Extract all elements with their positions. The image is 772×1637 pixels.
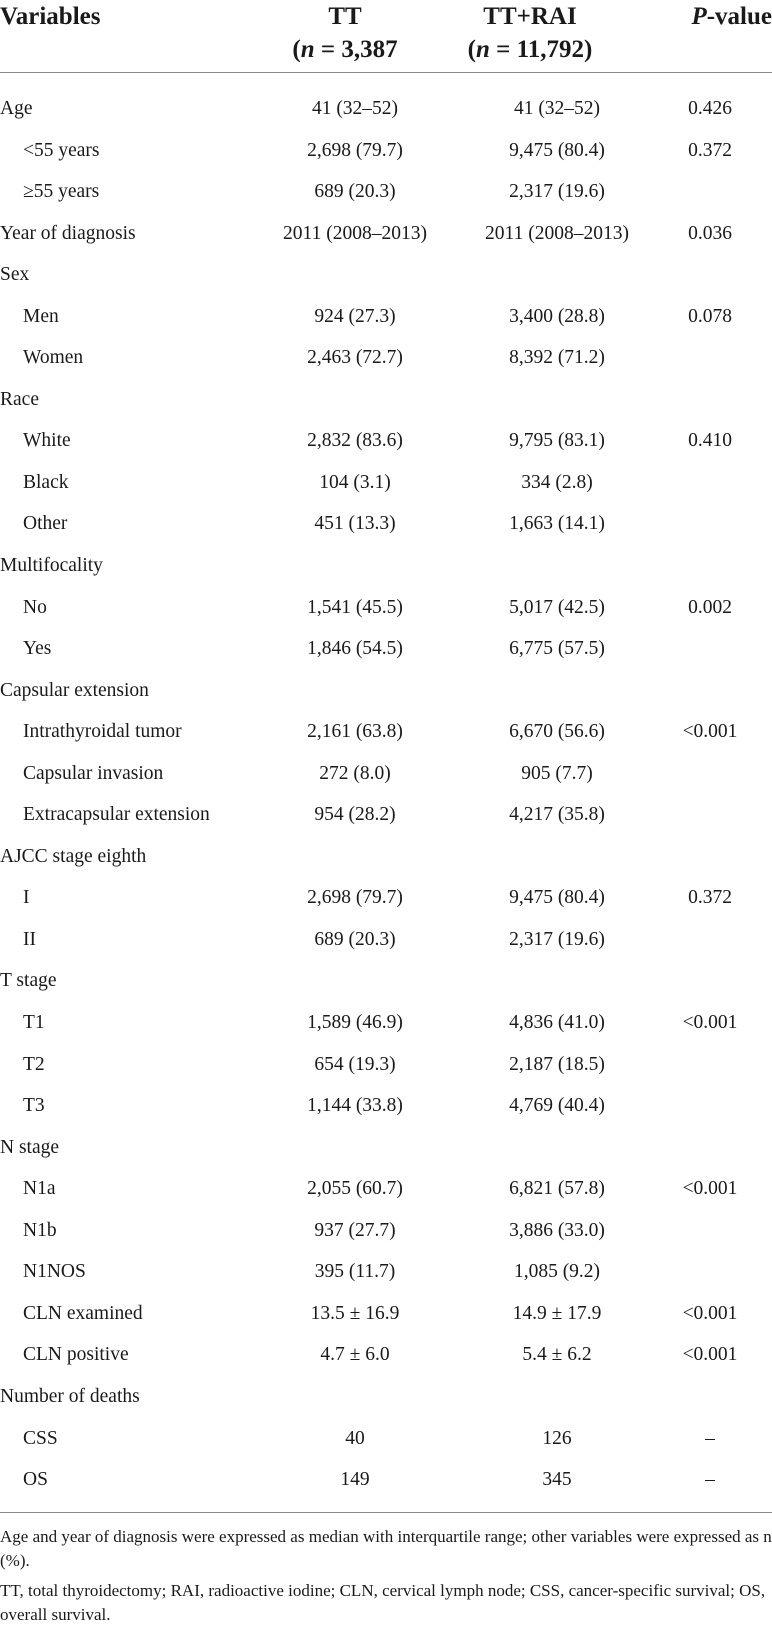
header-p-value: [645, 0, 772, 33]
row-label: Yes: [23, 638, 52, 660]
row-p-value: 0.372: [688, 139, 732, 161]
row-rai-value: 6,775 (57.5): [509, 638, 605, 660]
row-rai-value: 334 (2.8): [521, 471, 593, 493]
row-rai-value: 9,475 (80.4): [509, 887, 605, 909]
row-rai-value: 126: [542, 1427, 572, 1449]
row-tt-value: 689 (20.3): [314, 928, 396, 950]
row-label: Multifocality: [0, 555, 103, 577]
row-label: Extracapsular extension: [23, 804, 210, 826]
row-tt-value: 2,055 (60.7): [307, 1178, 403, 1200]
table-row: [0, 587, 772, 629]
table-row: [0, 1168, 772, 1210]
row-rai-value: 9,475 (80.4): [509, 139, 605, 161]
row-rai-value: 1,663 (14.1): [509, 513, 605, 535]
row-p-value: 0.410: [688, 430, 732, 452]
row-label: Sex: [0, 264, 30, 286]
row-p-value: <0.001: [682, 1302, 738, 1324]
row-tt-value: 1,589 (46.9): [307, 1012, 403, 1034]
row-p-value: <0.001: [682, 1178, 738, 1200]
row-rai-value: 1,085 (9.2): [513, 1261, 601, 1283]
row-label: OS: [23, 1469, 48, 1491]
row-label: Black: [23, 471, 69, 493]
table-row: [0, 753, 772, 795]
row-label: Number of deaths: [0, 1385, 140, 1407]
table-row: [0, 88, 772, 130]
header-rai: [445, 0, 615, 66]
row-tt-value: 2011 (2008–2013): [283, 222, 427, 244]
row-tt-value: 1,144 (33.8): [307, 1095, 403, 1117]
row-tt-value: 2,463 (72.7): [307, 347, 403, 369]
table-row: [0, 1418, 772, 1460]
row-label: I: [23, 887, 30, 909]
row-tt-value: 2,698 (79.7): [307, 139, 403, 161]
row-tt-value: 40: [345, 1427, 365, 1449]
table-row: [0, 503, 772, 545]
footnote-2: TT, total thyroidectomy; RAI, radioactive iodine; CLN, cervical lymph node; CSS, cancer-specific survival; OS, overall survival.: [0, 1581, 766, 1624]
row-label: Year of diagnosis: [0, 222, 136, 244]
row-label: AJCC stage eighth: [0, 845, 147, 867]
table-row: [0, 877, 772, 919]
row-tt-value: 2,832 (83.6): [307, 430, 403, 452]
row-rai-value: 4,836 (41.0): [509, 1012, 605, 1034]
row-label: Men: [23, 305, 59, 327]
header-tt-n: (n = 3,387: [292, 36, 398, 63]
table-body: [0, 88, 772, 1501]
row-tt-value: 937 (27.7): [314, 1219, 396, 1241]
row-p-value: –: [705, 1427, 715, 1449]
row-p-value: <0.001: [682, 721, 738, 743]
row-rai-value: 14.9 ± 17.9: [512, 1302, 602, 1324]
row-tt-value: 1,846 (54.5): [307, 638, 403, 660]
table-row: [0, 1044, 772, 1086]
row-tt-value: 41 (32–52): [311, 98, 399, 119]
row-label: Capsular invasion: [23, 762, 164, 784]
row-tt-value: 4.7 ± 6.0: [320, 1344, 390, 1366]
row-label: Intrathyroidal tumor: [23, 721, 182, 743]
row-rai-value: 2,317 (19.6): [509, 181, 605, 203]
row-tt-value: 272 (8.0): [319, 762, 391, 784]
row-tt-value: 954 (28.2): [314, 804, 396, 826]
row-label: T2: [23, 1053, 45, 1075]
table-row: [0, 462, 772, 504]
row-rai-value: 9,795 (83.1): [509, 430, 605, 452]
row-tt-value: 924 (27.3): [314, 305, 396, 327]
row-rai-value: 3,400 (28.8): [509, 305, 605, 327]
row-label: N1NOS: [23, 1261, 86, 1283]
row-rai-value: 2011 (2008–2013): [485, 222, 629, 244]
table-row: [0, 670, 772, 712]
header-tt-name: TT: [328, 3, 362, 30]
row-label: T stage: [0, 970, 57, 992]
table-row: [0, 1085, 772, 1127]
row-label: Race: [0, 388, 39, 410]
table-row: [0, 1459, 772, 1501]
row-label: T3: [23, 1095, 45, 1117]
table-row: [0, 254, 772, 296]
row-p-value: –: [705, 1469, 715, 1491]
row-rai-value: 3,886 (33.0): [509, 1219, 605, 1241]
row-label: CSS: [23, 1427, 58, 1449]
table-row: [0, 213, 772, 255]
row-tt-value: 149: [340, 1469, 370, 1491]
table-row: [0, 794, 772, 836]
row-rai-value: 8,392 (71.2): [509, 347, 605, 369]
row-rai-value: 5.4 ± 6.2: [522, 1344, 592, 1366]
table-row: [0, 1002, 772, 1044]
row-label: II: [23, 928, 36, 950]
row-p-value: 0.002: [688, 596, 732, 618]
row-tt-value: 395 (11.7): [314, 1261, 396, 1283]
table-row: [0, 171, 772, 213]
footnote-1: Age and year of diagnosis were expressed as median with interquartile range; other variables were expressed as n (%).: [0, 1527, 772, 1570]
table-row: [0, 1293, 772, 1335]
table-row: [0, 420, 772, 462]
table-row: [0, 130, 772, 172]
row-p-value: 0.426: [688, 98, 732, 119]
table-row: [0, 337, 772, 379]
row-rai-value: 5,017 (42.5): [509, 596, 605, 618]
header-rai-n: (n = 11,792): [467, 36, 593, 63]
row-rai-value: 4,217 (35.8): [509, 804, 605, 826]
table-row: [0, 1127, 772, 1169]
row-p-value: <0.001: [682, 1012, 738, 1034]
row-rai-value: 2,317 (19.6): [509, 928, 605, 950]
row-p-value: 0.036: [688, 222, 732, 244]
header-tt: [260, 0, 430, 66]
row-label: Capsular extension: [0, 679, 149, 701]
row-rai-value: 345: [542, 1469, 572, 1491]
row-label: CLN positive: [23, 1344, 129, 1366]
table-footnote: [0, 1512, 772, 1633]
row-label: <55 years: [23, 139, 100, 161]
row-tt-value: 1,541 (45.5): [307, 596, 403, 618]
row-tt-value: 2,698 (79.7): [307, 887, 403, 909]
header-p-rest: -value: [706, 3, 772, 30]
row-label: N1b: [23, 1219, 57, 1241]
row-label: Age: [0, 98, 33, 119]
table-row: [0, 296, 772, 338]
row-label: CLN examined: [23, 1302, 143, 1324]
table-row: [0, 1210, 772, 1252]
table-row: [0, 1334, 772, 1376]
row-tt-value: 104 (3.1): [319, 471, 391, 493]
table-row: [0, 545, 772, 587]
header-rai-name: TT+RAI: [483, 3, 577, 30]
table-row: [0, 1251, 772, 1293]
row-rai-value: 2,187 (18.5): [509, 1053, 605, 1075]
table-row: [0, 836, 772, 878]
row-label: Other: [23, 513, 68, 535]
row-p-value: 0.078: [688, 305, 732, 327]
row-label: T1: [23, 1012, 45, 1034]
row-label: White: [23, 430, 71, 452]
row-p-value: <0.001: [682, 1344, 738, 1366]
row-tt-value: 451 (13.3): [314, 513, 396, 535]
row-label: N1a: [23, 1178, 56, 1200]
row-p-value: 0.372: [688, 887, 732, 909]
header-variables: Variables: [0, 3, 101, 30]
row-tt-value: 689 (20.3): [314, 181, 396, 203]
table-row: [0, 960, 772, 1002]
table-row: [0, 711, 772, 753]
row-label: ≥55 years: [23, 181, 100, 203]
row-rai-value: 905 (7.7): [521, 762, 593, 784]
row-rai-value: 6,821 (57.8): [509, 1178, 605, 1200]
table-header: [0, 0, 772, 73]
row-tt-value: 654 (19.3): [314, 1053, 396, 1075]
table-row: [0, 628, 772, 670]
row-label: No: [23, 596, 47, 618]
row-label: N stage: [0, 1136, 60, 1158]
header-p-italic: P: [691, 3, 707, 30]
row-label: Women: [23, 347, 84, 369]
table-row: [0, 919, 772, 961]
row-tt-value: 2,161 (63.8): [307, 721, 403, 743]
row-rai-value: 6,670 (56.6): [509, 721, 605, 743]
row-rai-value: 41 (32–52): [513, 98, 601, 119]
table-row: [0, 379, 772, 421]
table-row: [0, 1376, 772, 1418]
row-rai-value: 4,769 (40.4): [509, 1095, 605, 1117]
row-tt-value: 13.5 ± 16.9: [310, 1302, 400, 1324]
